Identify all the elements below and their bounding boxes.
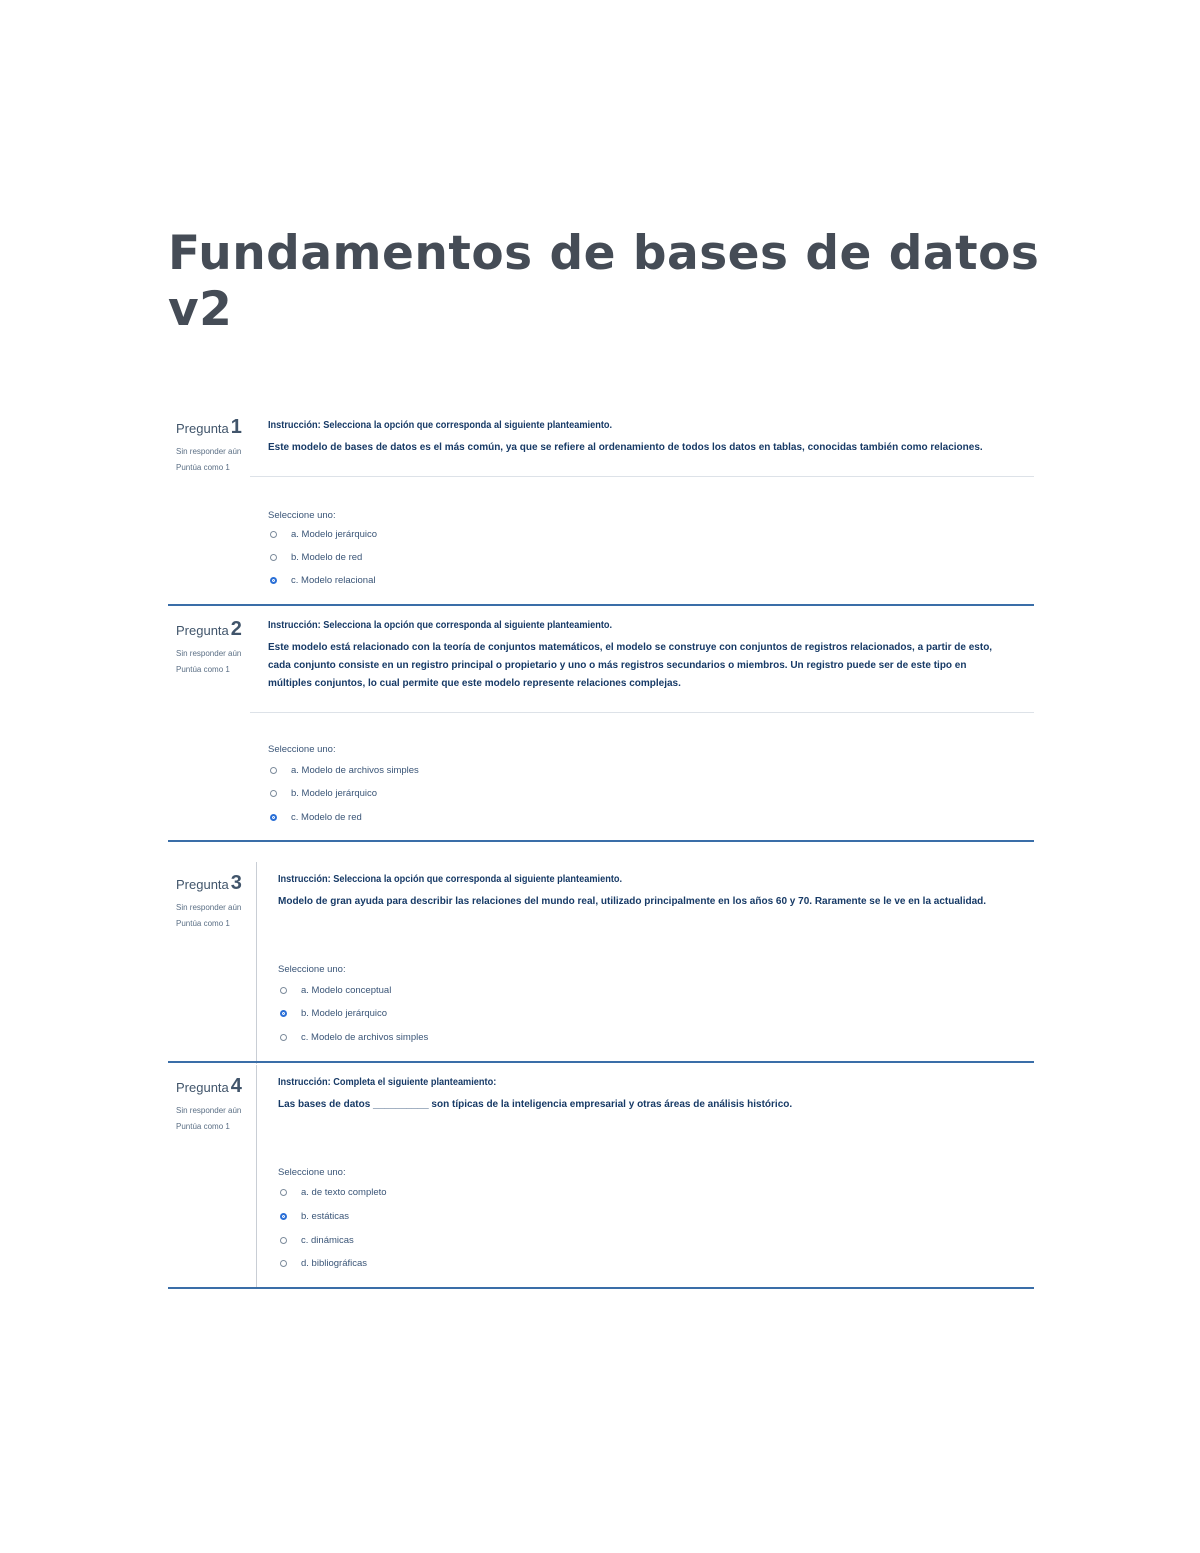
select-one-prompt: Seleccione uno: bbox=[268, 744, 336, 755]
question-block-3 bbox=[168, 862, 1034, 1064]
option-d[interactable] bbox=[280, 1258, 367, 1269]
question-divider bbox=[168, 1287, 1034, 1289]
select-one-prompt: Seleccione uno: bbox=[278, 1167, 346, 1178]
option-c[interactable] bbox=[280, 1032, 428, 1043]
question-instruction: Instrucción: Selecciona la opción que corresponda al siguiente planteamiento. bbox=[268, 620, 613, 631]
radio-button[interactable] bbox=[280, 1237, 287, 1244]
option-a[interactable] bbox=[280, 985, 391, 996]
separator bbox=[250, 476, 1034, 477]
option-label: c. Modelo relacional bbox=[291, 575, 376, 586]
option-label: a. Modelo conceptual bbox=[301, 985, 392, 996]
radio-button[interactable] bbox=[270, 554, 277, 561]
question-score: Puntúa como 1 bbox=[176, 1122, 230, 1131]
option-label: a. Modelo jerárquico bbox=[291, 529, 378, 540]
question-status: Sin responder aún bbox=[176, 903, 242, 912]
question-text: Este modelo de bases de datos es el más común, ya que se refiere al ordenamiento de todos los datos en tablas, conocidas también como relaciones. bbox=[268, 442, 983, 453]
question-content bbox=[268, 618, 1034, 842]
option-label: b. Modelo de red bbox=[291, 552, 363, 563]
question-score: Puntúa como 1 bbox=[176, 463, 230, 472]
question-number: 3 bbox=[230, 872, 242, 894]
column-divider bbox=[256, 1065, 257, 1289]
option-a[interactable] bbox=[270, 765, 419, 776]
radio-button[interactable] bbox=[270, 531, 277, 538]
option-c[interactable] bbox=[270, 812, 362, 823]
question-content bbox=[278, 1065, 1034, 1289]
option-b[interactable] bbox=[280, 1008, 387, 1019]
option-b[interactable] bbox=[270, 788, 377, 799]
question-info bbox=[176, 872, 256, 931]
separator bbox=[250, 712, 1034, 713]
option-label: d. bibliográficas bbox=[301, 1258, 368, 1269]
question-number: 1 bbox=[230, 416, 242, 438]
option-label: b. Modelo jerárquico bbox=[291, 788, 378, 799]
radio-button[interactable] bbox=[280, 1189, 287, 1196]
option-c[interactable] bbox=[280, 1235, 354, 1246]
radio-button[interactable] bbox=[270, 790, 277, 797]
select-one-prompt: Seleccione uno: bbox=[268, 510, 336, 521]
question-instruction: Instrucción: Completa el siguiente planteamiento: bbox=[278, 1077, 497, 1088]
question-number: 2 bbox=[230, 618, 242, 640]
question-label: Pregunta bbox=[176, 421, 229, 436]
radio-button[interactable] bbox=[280, 1034, 287, 1041]
question-divider bbox=[168, 1061, 1034, 1063]
radio-button-checked[interactable] bbox=[270, 577, 277, 584]
question-block-1 bbox=[168, 416, 1034, 606]
option-b[interactable] bbox=[270, 552, 362, 563]
option-label: c. Modelo de red bbox=[291, 812, 362, 823]
option-label: c. dinámicas bbox=[301, 1235, 354, 1246]
question-label: Pregunta bbox=[176, 623, 229, 638]
question-content bbox=[268, 416, 1034, 606]
column-divider bbox=[256, 862, 257, 1064]
option-a[interactable] bbox=[280, 1187, 387, 1198]
option-label: a. Modelo de archivos simples bbox=[291, 765, 419, 776]
question-content bbox=[278, 862, 1034, 1064]
question-instruction: Instrucción: Selecciona la opción que corresponda al siguiente planteamiento. bbox=[268, 420, 613, 431]
question-divider bbox=[168, 604, 1034, 606]
question-label: Pregunta bbox=[176, 1080, 229, 1095]
option-label: c. Modelo de archivos simples bbox=[301, 1032, 429, 1043]
radio-button-checked[interactable] bbox=[280, 1010, 287, 1017]
question-score: Puntúa como 1 bbox=[176, 665, 230, 674]
question-text: Las bases de datos __________ son típicas de la inteligencia empresarial y otras áreas de análisis histórico. bbox=[278, 1099, 793, 1110]
question-instruction: Instrucción: Selecciona la opción que corresponda al siguiente planteamiento. bbox=[278, 874, 623, 885]
question-info bbox=[176, 1075, 256, 1134]
question-number: 4 bbox=[230, 1075, 242, 1097]
option-b[interactable] bbox=[280, 1211, 349, 1222]
option-label: a. de texto completo bbox=[301, 1187, 387, 1198]
select-one-prompt: Seleccione uno: bbox=[278, 964, 346, 975]
option-label: b. Modelo jerárquico bbox=[301, 1008, 388, 1019]
option-c[interactable] bbox=[270, 575, 376, 586]
radio-button[interactable] bbox=[270, 767, 277, 774]
question-status: Sin responder aún bbox=[176, 447, 242, 456]
option-label: b. estáticas bbox=[301, 1211, 350, 1222]
radio-button[interactable] bbox=[280, 1260, 287, 1267]
question-text: Este modelo está relacionado con la teoría de conjuntos matemáticos, el modelo se construye con conjuntos de registros relacionados, a partir de esto, cada conjunto consiste en un registro principal o propietario y uno o más registros secundarios o miembros. Un registro puede ser de este tipo en múltiples conjuntos, lo cual permite que este modelo represente relaciones complejas. bbox=[268, 642, 993, 689]
question-status: Sin responder aún bbox=[176, 649, 242, 658]
question-info bbox=[176, 416, 256, 475]
question-info bbox=[176, 618, 256, 677]
radio-button-checked[interactable] bbox=[270, 814, 277, 821]
question-text: Modelo de gran ayuda para describir las relaciones del mundo real, utilizado principalmente en los años 60 y 70. Raramente se le ve en la actualidad. bbox=[278, 896, 987, 907]
radio-button-checked[interactable] bbox=[280, 1213, 287, 1220]
question-block-4 bbox=[168, 1065, 1034, 1291]
document-title: Fundamentos de bases de datos v2 bbox=[168, 226, 1040, 337]
question-label: Pregunta bbox=[176, 877, 229, 892]
option-a[interactable] bbox=[270, 529, 377, 540]
radio-button[interactable] bbox=[280, 987, 287, 994]
question-block-2 bbox=[168, 618, 1034, 842]
question-divider bbox=[168, 840, 1034, 842]
question-status: Sin responder aún bbox=[176, 1106, 242, 1115]
question-score: Puntúa como 1 bbox=[176, 919, 230, 928]
